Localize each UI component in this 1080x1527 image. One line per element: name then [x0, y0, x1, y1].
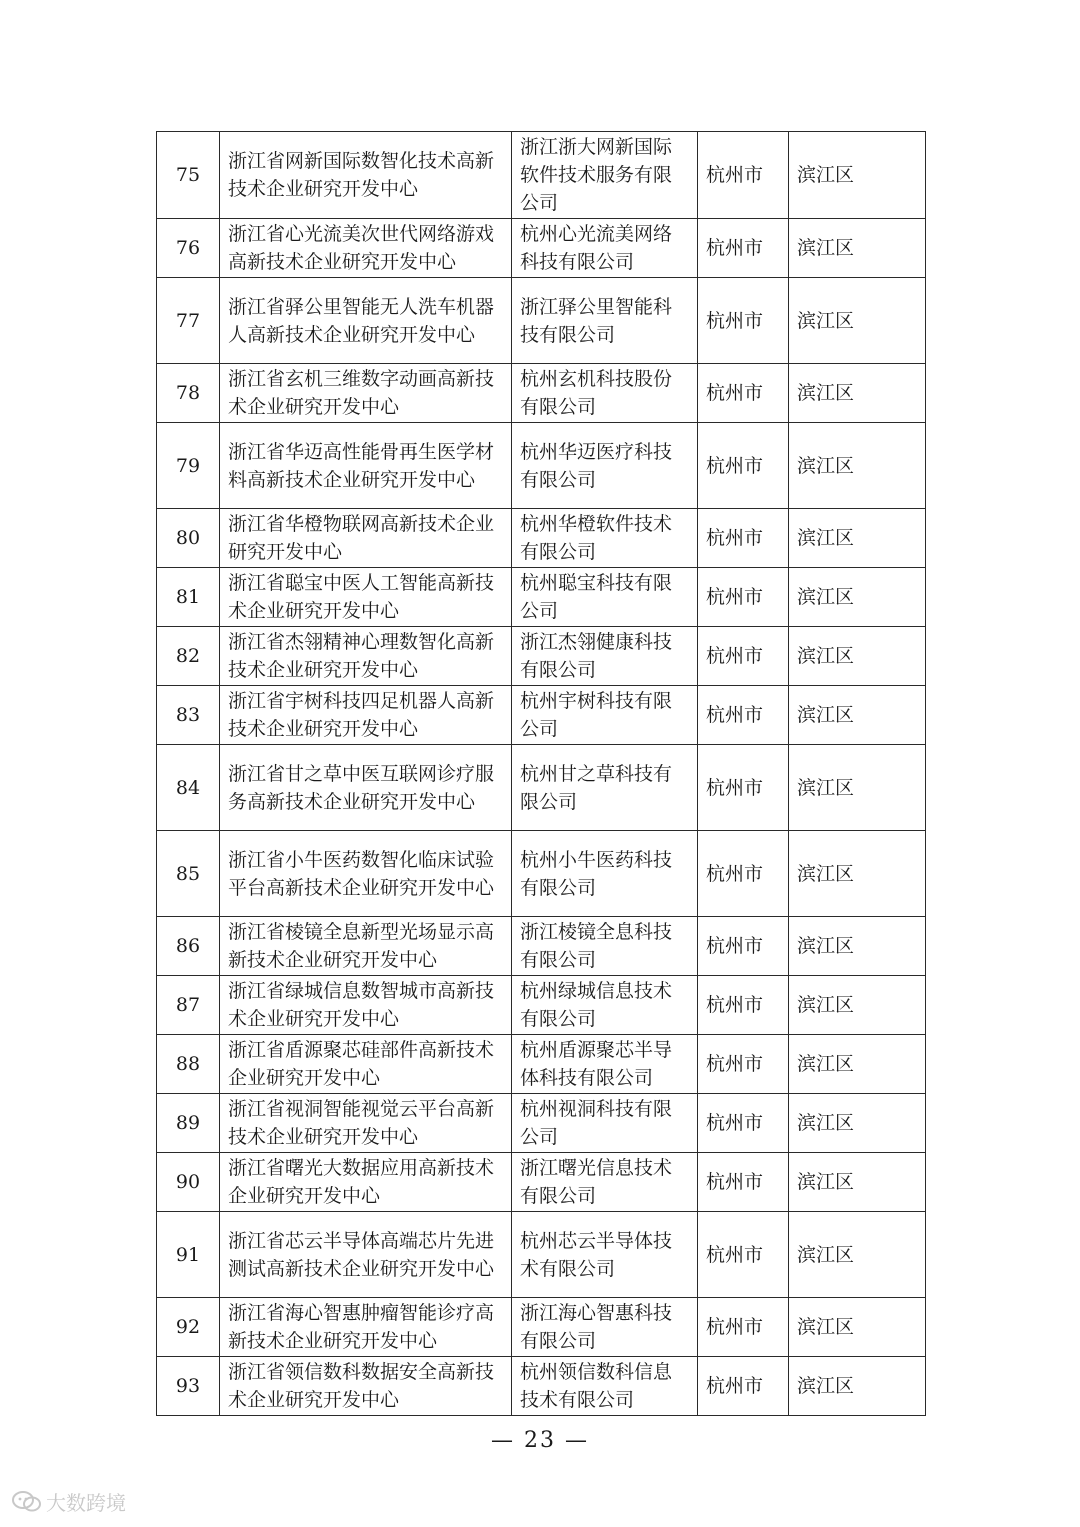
district: 滨江区	[789, 627, 926, 686]
city: 杭州市	[698, 917, 789, 976]
row-number: 75	[157, 132, 220, 219]
company-name: 浙江棱镜全息科技有限公司	[512, 917, 698, 976]
center-name: 浙江省小牛医药数智化临床试验平台高新技术企业研究开发中心	[220, 831, 512, 917]
company-name: 浙江杰翎健康科技有限公司	[512, 627, 698, 686]
district: 滨江区	[789, 568, 926, 627]
company-name: 杭州心光流美网络科技有限公司	[512, 219, 698, 278]
company-name: 浙江曙光信息技术有限公司	[512, 1153, 698, 1212]
district: 滨江区	[789, 686, 926, 745]
city: 杭州市	[698, 1212, 789, 1298]
row-number: 88	[157, 1035, 220, 1094]
district: 滨江区	[789, 1094, 926, 1153]
center-name: 浙江省网新国际数智化技术高新技术企业研究开发中心	[220, 132, 512, 219]
row-number: 85	[157, 831, 220, 917]
row-number: 80	[157, 509, 220, 568]
city: 杭州市	[698, 976, 789, 1035]
table-row	[157, 831, 926, 917]
district: 滨江区	[789, 219, 926, 278]
company-name: 杭州小牛医药科技有限公司	[512, 831, 698, 917]
district: 滨江区	[789, 1153, 926, 1212]
company-name: 杭州玄机科技股份有限公司	[512, 364, 698, 423]
center-name: 浙江省华迈高性能骨再生医学材料高新技术企业研究开发中心	[220, 423, 512, 509]
company-name: 杭州宇树科技有限公司	[512, 686, 698, 745]
row-number: 78	[157, 364, 220, 423]
center-name: 浙江省心光流美次世代网络游戏高新技术企业研究开发中心	[220, 219, 512, 278]
city: 杭州市	[698, 1153, 789, 1212]
company-name: 浙江浙大网新国际软件技术服务有限公司	[512, 132, 698, 219]
table-row	[157, 976, 926, 1035]
table-row	[157, 1153, 926, 1212]
page-number-value: 23	[524, 1428, 556, 1453]
center-name: 浙江省海心智惠肿瘤智能诊疗高新技术企业研究开发中心	[220, 1298, 512, 1357]
wechat-logo-icon	[12, 1490, 42, 1514]
district: 滨江区	[789, 423, 926, 509]
table-row	[157, 423, 926, 509]
center-name: 浙江省玄机三维数字动画高新技术企业研究开发中心	[220, 364, 512, 423]
center-name: 浙江省棱镜全息新型光场显示高新技术企业研究开发中心	[220, 917, 512, 976]
table-row	[157, 1212, 926, 1298]
center-name: 浙江省领信数科数据安全高新技术企业研究开发中心	[220, 1357, 512, 1416]
row-number: 83	[157, 686, 220, 745]
city: 杭州市	[698, 423, 789, 509]
city: 杭州市	[698, 1035, 789, 1094]
company-name: 杭州盾源聚芯半导体科技有限公司	[512, 1035, 698, 1094]
company-name: 浙江驿公里智能科技有限公司	[512, 278, 698, 364]
table-row	[157, 745, 926, 831]
company-name: 杭州华迈医疗科技有限公司	[512, 423, 698, 509]
center-name: 浙江省视洞智能视觉云平台高新技术企业研究开发中心	[220, 1094, 512, 1153]
district: 滨江区	[789, 278, 926, 364]
district: 滨江区	[789, 976, 926, 1035]
table-row	[157, 917, 926, 976]
table-row	[157, 132, 926, 219]
row-number: 87	[157, 976, 220, 1035]
city: 杭州市	[698, 568, 789, 627]
city: 杭州市	[698, 364, 789, 423]
watermark	[12, 1487, 126, 1516]
company-name: 杭州聪宝科技有限公司	[512, 568, 698, 627]
table-row	[157, 686, 926, 745]
table-row	[157, 278, 926, 364]
company-name: 杭州绿城信息技术有限公司	[512, 976, 698, 1035]
table-row	[157, 509, 926, 568]
table-row	[157, 1357, 926, 1416]
city: 杭州市	[698, 1094, 789, 1153]
center-name: 浙江省华橙物联网高新技术企业研究开发中心	[220, 509, 512, 568]
company-name: 浙江海心智惠科技有限公司	[512, 1298, 698, 1357]
city: 杭州市	[698, 686, 789, 745]
table-body	[157, 132, 926, 1416]
company-name: 杭州芯云半导体技术有限公司	[512, 1212, 698, 1298]
center-name: 浙江省芯云半导体高端芯片先进测试高新技术企业研究开发中心	[220, 1212, 512, 1298]
table-row	[157, 219, 926, 278]
table-row	[157, 627, 926, 686]
center-name: 浙江省聪宝中医人工智能高新技术企业研究开发中心	[220, 568, 512, 627]
row-number: 79	[157, 423, 220, 509]
company-name: 杭州华橙软件技术有限公司	[512, 509, 698, 568]
company-name: 杭州甘之草科技有限公司	[512, 745, 698, 831]
city: 杭州市	[698, 278, 789, 364]
district: 滨江区	[789, 831, 926, 917]
table-row	[157, 568, 926, 627]
district: 滨江区	[789, 132, 926, 219]
district: 滨江区	[789, 1298, 926, 1357]
city: 杭州市	[698, 1298, 789, 1357]
district: 滨江区	[789, 509, 926, 568]
row-number: 84	[157, 745, 220, 831]
enterprise-list-table	[156, 131, 926, 1416]
company-name: 杭州领信数科信息技术有限公司	[512, 1357, 698, 1416]
watermark-text: 大数跨境	[46, 1491, 126, 1515]
city: 杭州市	[698, 509, 789, 568]
table-row	[157, 1035, 926, 1094]
city: 杭州市	[698, 627, 789, 686]
district: 滨江区	[789, 745, 926, 831]
row-number: 93	[157, 1357, 220, 1416]
city: 杭州市	[698, 745, 789, 831]
table-row	[157, 364, 926, 423]
district: 滨江区	[789, 1212, 926, 1298]
center-name: 浙江省甘之草中医互联网诊疗服务高新技术企业研究开发中心	[220, 745, 512, 831]
district: 滨江区	[789, 1357, 926, 1416]
company-name: 杭州视洞科技有限公司	[512, 1094, 698, 1153]
city: 杭州市	[698, 132, 789, 219]
row-number: 92	[157, 1298, 220, 1357]
center-name: 浙江省绿城信息数智城市高新技术企业研究开发中心	[220, 976, 512, 1035]
city: 杭州市	[698, 219, 789, 278]
center-name: 浙江省盾源聚芯硅部件高新技术企业研究开发中心	[220, 1035, 512, 1094]
district: 滨江区	[789, 917, 926, 976]
row-number: 90	[157, 1153, 220, 1212]
row-number: 77	[157, 278, 220, 364]
row-number: 76	[157, 219, 220, 278]
district: 滨江区	[789, 364, 926, 423]
city: 杭州市	[698, 831, 789, 917]
table-row	[157, 1298, 926, 1357]
row-number: 89	[157, 1094, 220, 1153]
center-name: 浙江省宇树科技四足机器人高新技术企业研究开发中心	[220, 686, 512, 745]
row-number: 81	[157, 568, 220, 627]
center-name: 浙江省曙光大数据应用高新技术企业研究开发中心	[220, 1153, 512, 1212]
row-number: 91	[157, 1212, 220, 1298]
district: 滨江区	[789, 1035, 926, 1094]
center-name: 浙江省杰翎精神心理数智化高新技术企业研究开发中心	[220, 627, 512, 686]
table-row	[157, 1094, 926, 1153]
page-number: — 23 —	[491, 1428, 589, 1453]
center-name: 浙江省驿公里智能无人洗车机器人高新技术企业研究开发中心	[220, 278, 512, 364]
row-number: 82	[157, 627, 220, 686]
city: 杭州市	[698, 1357, 789, 1416]
row-number: 86	[157, 917, 220, 976]
